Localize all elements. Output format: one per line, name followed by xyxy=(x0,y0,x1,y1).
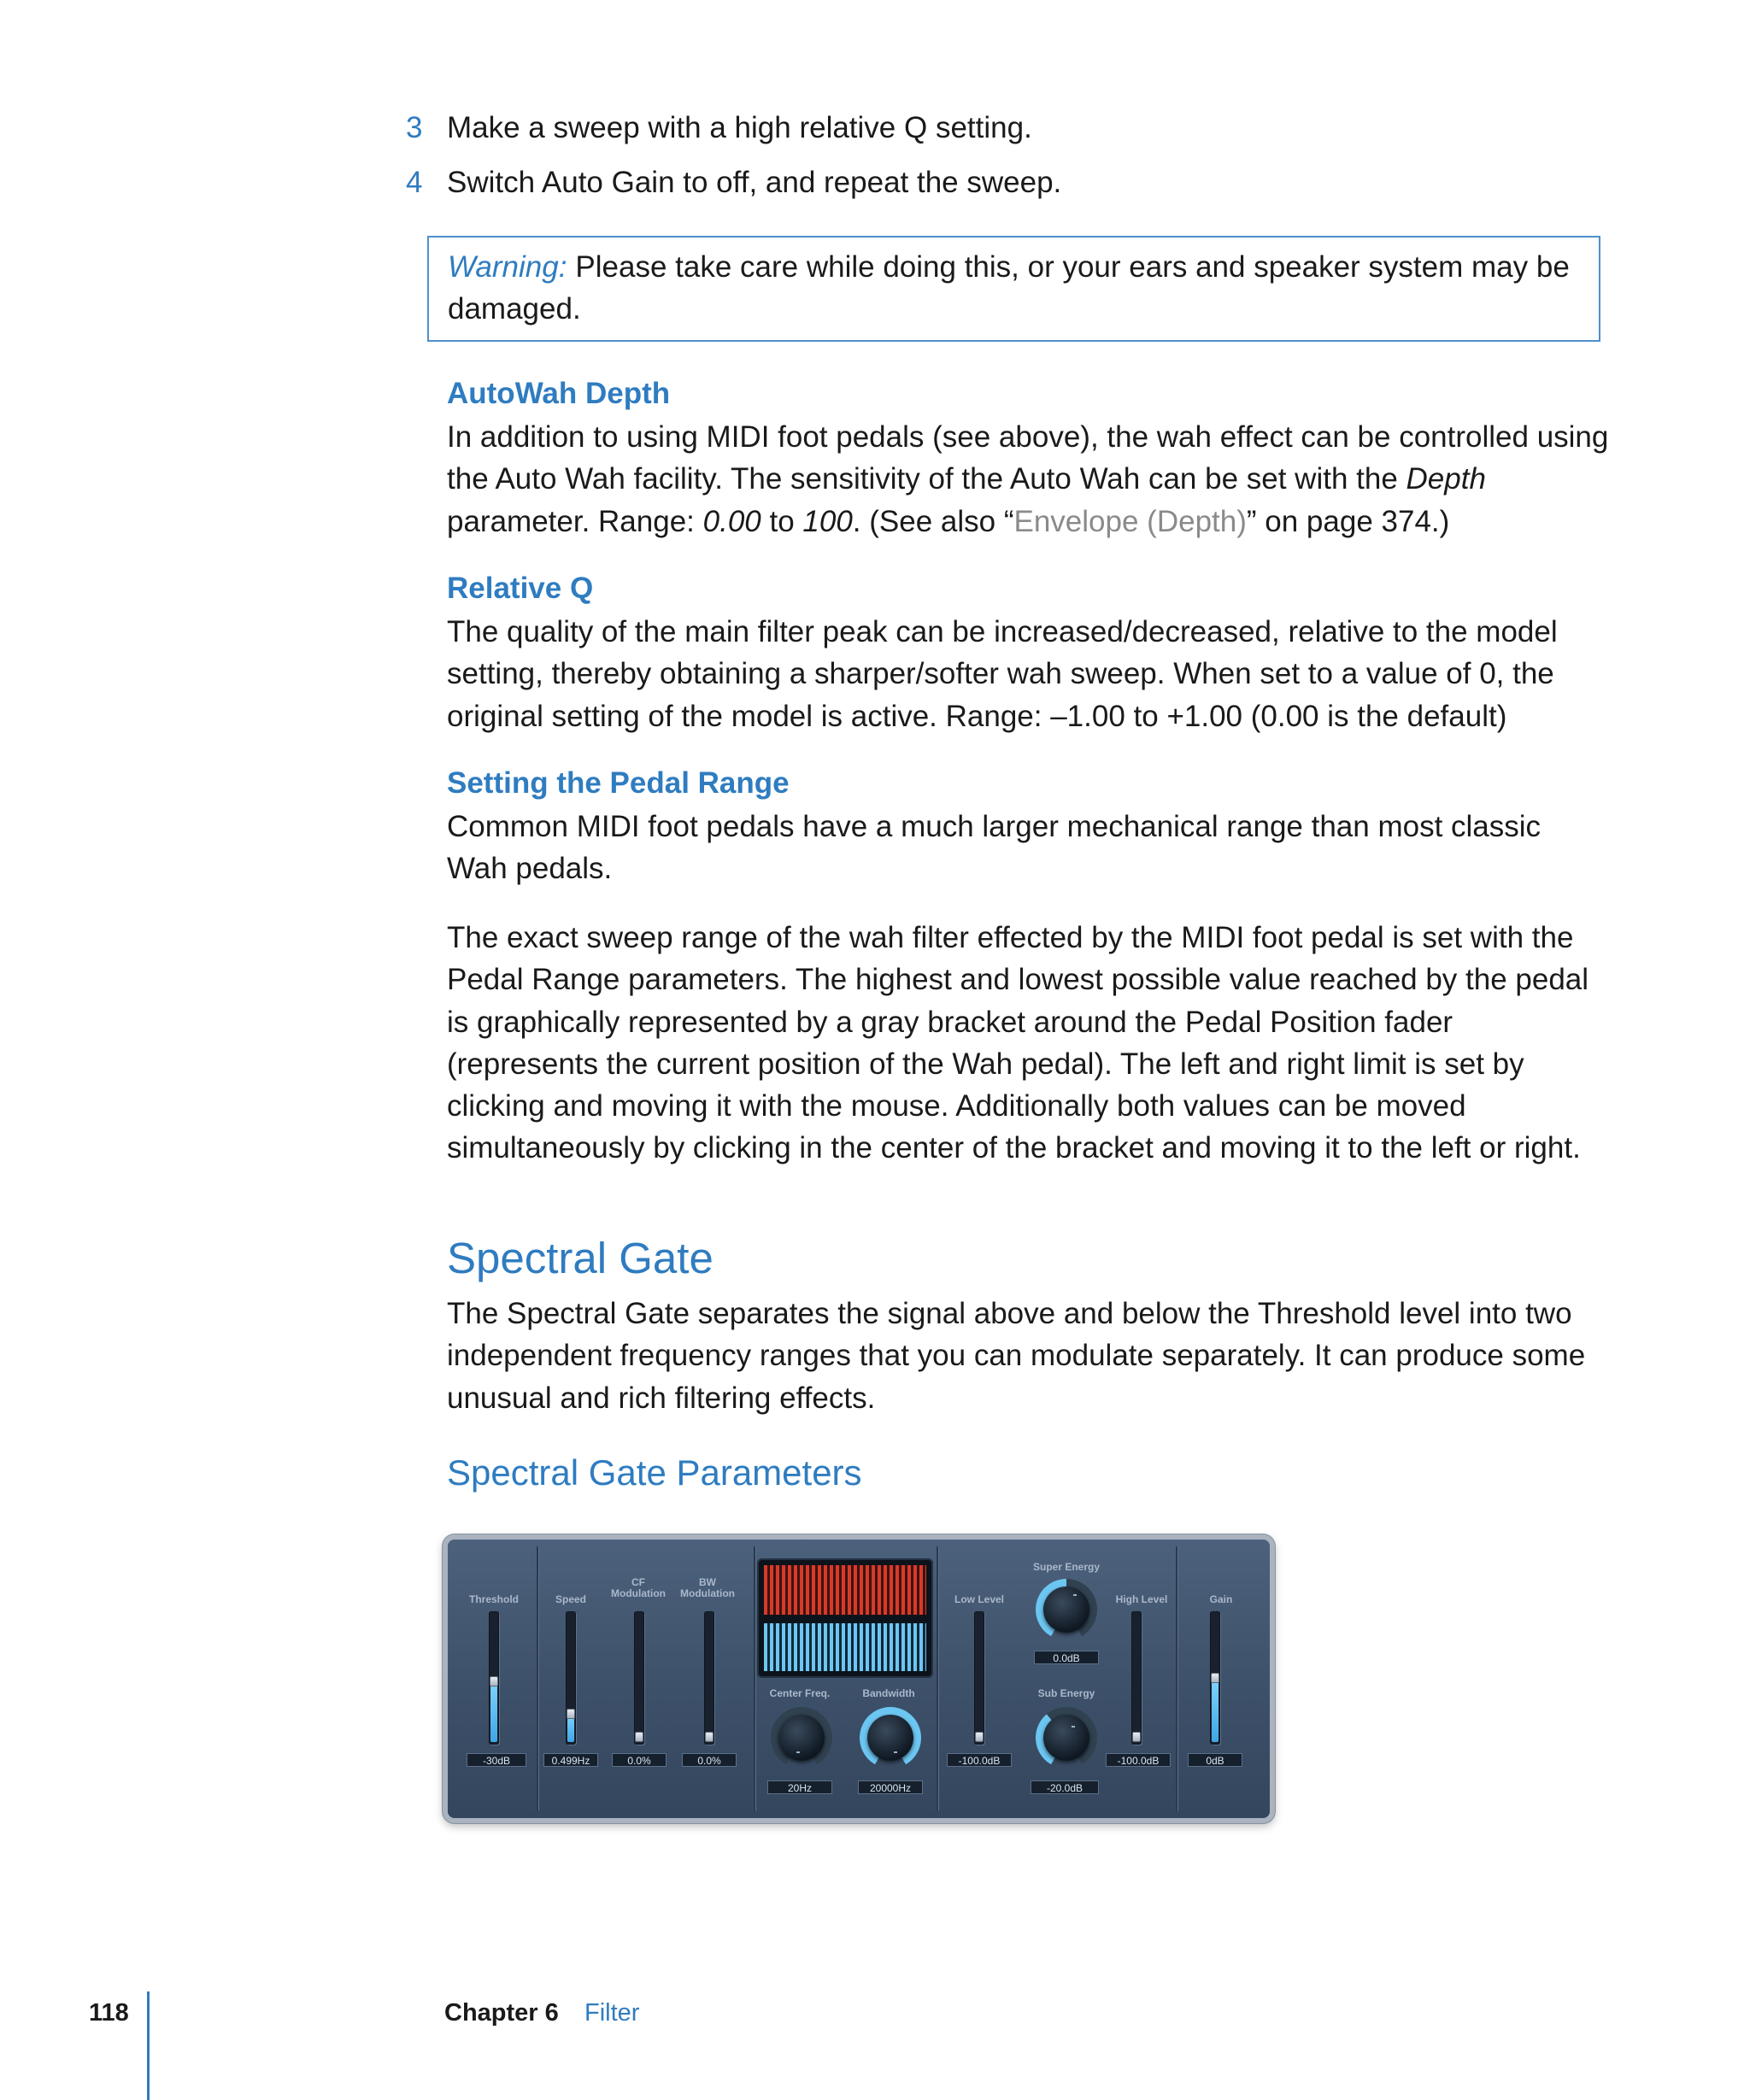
step-3 xyxy=(406,108,1032,149)
bw-modulation-fader[interactable] xyxy=(704,1611,714,1745)
low-level-fader[interactable] xyxy=(974,1611,984,1745)
fader-thumb[interactable] xyxy=(705,1732,714,1742)
spectral-gate-heading: Spectral Gate xyxy=(447,1234,714,1282)
fader-thumb[interactable] xyxy=(975,1732,984,1742)
pedal-range-paragraph-2: The exact sweep range of the wah filter effected by the MIDI foot pedal is set with the Pedal Range parameters. The highest and lowest possible value reached by the pedal is graphically represented by a gray bracket around the Pedal Position fader (represents the current position of the Wah pedal). The left and right limit is set by clicking and moving it with the mouse. Additionally both values can be moved simultaneously by clicking in the center of the bracket and moving it to the left or right. xyxy=(447,921,1589,1165)
sub-energy-value[interactable]: -20.0dB xyxy=(1031,1780,1099,1794)
bandwidth-label: Bandwidth xyxy=(862,1687,915,1699)
low-level-label: Low Level xyxy=(954,1593,1004,1605)
autowah-paragraph xyxy=(447,416,1609,543)
relative-q-paragraph: The quality of the main filter peak can be increased/decreased, relative to the model setting, thereby obtaining a sharper/softer wah sweep. When set to a value of 0, the original setting of the model is active. Range: –1.00 to +1.00 (0.00 is the default) xyxy=(447,615,1558,733)
panel-divider xyxy=(1176,1546,1177,1811)
spectral-gate-paragraph: The Spectral Gate separates the signal above and below the Threshold level into two independent frequency ranges that you can modulate separately. It can produce some unusual and rich filtering effects. xyxy=(447,1297,1586,1415)
footer-chapter-title: Filter xyxy=(584,1999,640,2027)
high-level-fader[interactable] xyxy=(1131,1611,1142,1745)
fader-thumb[interactable] xyxy=(1211,1673,1219,1683)
high-level-label: High Level xyxy=(1115,1593,1168,1605)
sub-energy-label: Sub Energy xyxy=(1037,1687,1095,1699)
autowah-text: ” on page 374.) xyxy=(1246,504,1450,538)
speed-value[interactable]: 0.499Hz xyxy=(543,1753,598,1767)
warning-text: Please take care while doing this, or your ears and speaker system may be damaged. xyxy=(448,250,1570,326)
gain-label: Gain xyxy=(1209,1593,1233,1605)
super-energy-value[interactable]: 0.0dB xyxy=(1034,1651,1099,1664)
pedal-range-heading: Setting the Pedal Range xyxy=(447,766,790,800)
super-energy-label: Super Energy xyxy=(1032,1561,1101,1573)
fader-thumb[interactable] xyxy=(635,1732,643,1742)
warning-label: Warning: xyxy=(448,250,567,284)
cf-modulation-label-line2: Modulation xyxy=(611,1587,666,1599)
cf-modulation-label-line1: CF xyxy=(631,1576,645,1588)
panel-divider xyxy=(537,1546,538,1811)
upper-band-bars xyxy=(764,1565,926,1615)
envelope-depth-link[interactable]: Envelope (Depth) xyxy=(1013,504,1247,538)
gain-value[interactable]: 0dB xyxy=(1188,1753,1242,1767)
bandwidth-value[interactable]: 20000Hz xyxy=(858,1780,923,1794)
footer-chapter: Chapter 6 xyxy=(444,1999,559,2027)
spectrum-display xyxy=(757,1558,933,1678)
autowah-heading: AutoWah Depth xyxy=(447,377,671,410)
bw-modulation-label-line1: BW xyxy=(699,1576,716,1588)
autowah-depth-term: Depth xyxy=(1406,462,1486,496)
fader-thumb[interactable] xyxy=(490,1676,498,1686)
cf-modulation-label xyxy=(607,1577,670,1599)
step-text: Make a sweep with a high relative Q setting. xyxy=(447,111,1032,144)
threshold-value[interactable]: -30dB xyxy=(467,1753,526,1767)
threshold-label: Threshold xyxy=(468,1593,519,1605)
bw-modulation-value[interactable]: 0.0% xyxy=(682,1753,737,1767)
high-level-value[interactable]: -100.0dB xyxy=(1106,1753,1171,1767)
warning-box xyxy=(427,236,1600,342)
autowah-text: to xyxy=(760,504,803,538)
footer-rule xyxy=(147,1991,150,2100)
center-freq-label: Center Freq. xyxy=(769,1687,831,1699)
lower-band-bars xyxy=(764,1623,926,1671)
super-energy-knob[interactable] xyxy=(1036,1579,1097,1640)
spectral-gate-plugin-window xyxy=(448,1540,1270,1818)
bandwidth-knob[interactable] xyxy=(860,1707,921,1769)
bw-modulation-label xyxy=(675,1577,740,1599)
page-number: 118 xyxy=(89,1999,129,2027)
speed-fader[interactable] xyxy=(566,1611,576,1745)
fader-thumb[interactable] xyxy=(1132,1732,1141,1742)
panel-divider xyxy=(937,1546,938,1811)
gain-fader[interactable] xyxy=(1210,1611,1220,1745)
pedal-range-paragraph-1: Common MIDI foot pedals have a much larger mechanical range than most classic Wah pedals. xyxy=(447,810,1542,886)
panel-divider xyxy=(754,1546,755,1811)
step-number: 3 xyxy=(406,111,423,144)
autowah-range-high: 100 xyxy=(802,504,853,538)
center-freq-knob[interactable] xyxy=(771,1707,832,1769)
speed-label: Speed xyxy=(555,1593,586,1605)
low-level-value[interactable]: -100.0dB xyxy=(947,1753,1012,1767)
step-text: Switch Auto Gain to off, and repeat the sweep. xyxy=(447,166,1062,199)
fader-fill xyxy=(1212,1678,1219,1742)
autowah-text: parameter. Range: xyxy=(447,504,703,538)
autowah-range-low: 0.00 xyxy=(702,504,761,538)
autowah-text: . (See also “ xyxy=(852,504,1014,538)
threshold-fader[interactable] xyxy=(489,1611,499,1745)
center-freq-value[interactable]: 20Hz xyxy=(767,1780,832,1794)
cf-modulation-value[interactable]: 0.0% xyxy=(612,1753,667,1767)
step-4 xyxy=(406,162,1061,203)
fader-fill xyxy=(490,1681,497,1742)
relative-q-heading: Relative Q xyxy=(447,572,594,605)
cf-modulation-fader[interactable] xyxy=(634,1611,644,1745)
bw-modulation-label-line2: Modulation xyxy=(680,1587,735,1599)
fader-thumb[interactable] xyxy=(567,1709,575,1719)
step-number: 4 xyxy=(406,166,423,199)
sub-energy-knob[interactable] xyxy=(1036,1707,1097,1769)
autowah-text: In addition to using MIDI foot pedals (see above), the wah effect can be controlled using the Auto Wah facility. The sensitivity of the Auto Wah can be set with the xyxy=(447,420,1609,496)
spectral-gate-parameters-heading: Spectral Gate Parameters xyxy=(447,1452,862,1493)
